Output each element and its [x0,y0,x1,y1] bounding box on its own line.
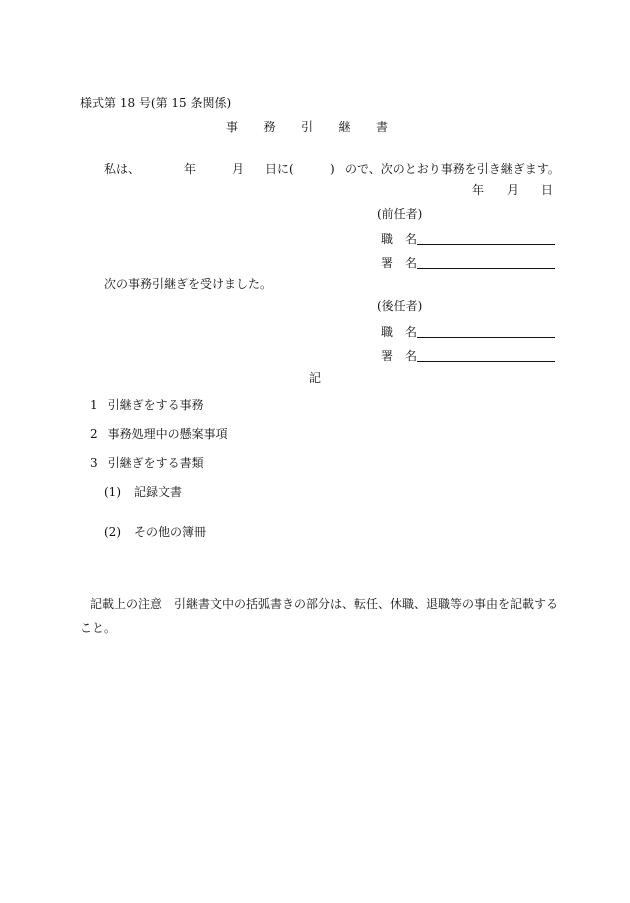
item-number: 3 [90,456,98,470]
item-label: 事務処理中の懸案事項 [107,427,228,441]
page-title: 事 務 引 継 書 [226,120,389,134]
statement-month: 月 [232,162,245,176]
predecessor-name-label: 署 名 [381,256,418,270]
sub-item [104,486,182,498]
predecessor-title-field[interactable] [417,230,555,245]
form-number: 様式第 18 号(第 15 条関係) [80,96,232,110]
successor-name-field[interactable] [417,347,555,362]
item-label: 引継ぎをする書類 [107,456,204,470]
subitem-number: (2) [104,525,121,539]
statement-watashi: 私は、 [104,162,141,176]
predecessor-title-row [381,230,555,245]
subitem-label: 記録文書 [134,485,183,499]
item-number: 2 [90,427,98,441]
list-item [90,399,204,411]
subitem-label: その他の簿冊 [134,525,207,539]
predecessor-title-label: 職 名 [381,232,418,246]
date-day: 日 [541,183,554,197]
predecessor-name-field[interactable] [417,254,555,269]
statement-day: 日に( [265,162,294,176]
subitem-number: (1) [104,485,121,499]
statement-year: 年 [184,162,197,176]
ki-heading: 記 [309,371,322,385]
predecessor-name-row [381,254,555,269]
item-label: 引継ぎをする事務 [107,398,204,412]
item-number: 1 [90,398,98,412]
date-year: 年 [472,183,485,197]
successor-title-field[interactable] [417,323,555,338]
successor-title-label: 職 名 [381,325,418,339]
date-month: 月 [507,183,520,197]
successor-title-row [381,323,555,338]
note-line-2: こと。 [80,621,117,635]
received-text: 次の事務引継ぎを受けました。 [104,277,273,291]
statement-close-paren: ) [330,162,335,176]
successor-heading: (後任者) [377,299,423,313]
successor-name-row [381,347,555,362]
list-item [90,428,228,440]
statement-rest: ので、次のとおり事務を引き継ぎます。 [345,162,560,176]
statement-line [0,163,630,177]
predecessor-heading: (前任者) [377,207,423,221]
date-line [0,184,630,198]
sub-item [104,526,206,538]
list-item [90,457,204,469]
successor-name-label: 署 名 [381,349,418,363]
note-line-1: 記載上の注意 引継書文中の括弧書きの部分は、転任、休職、退職等の事由を記載する [90,597,559,611]
